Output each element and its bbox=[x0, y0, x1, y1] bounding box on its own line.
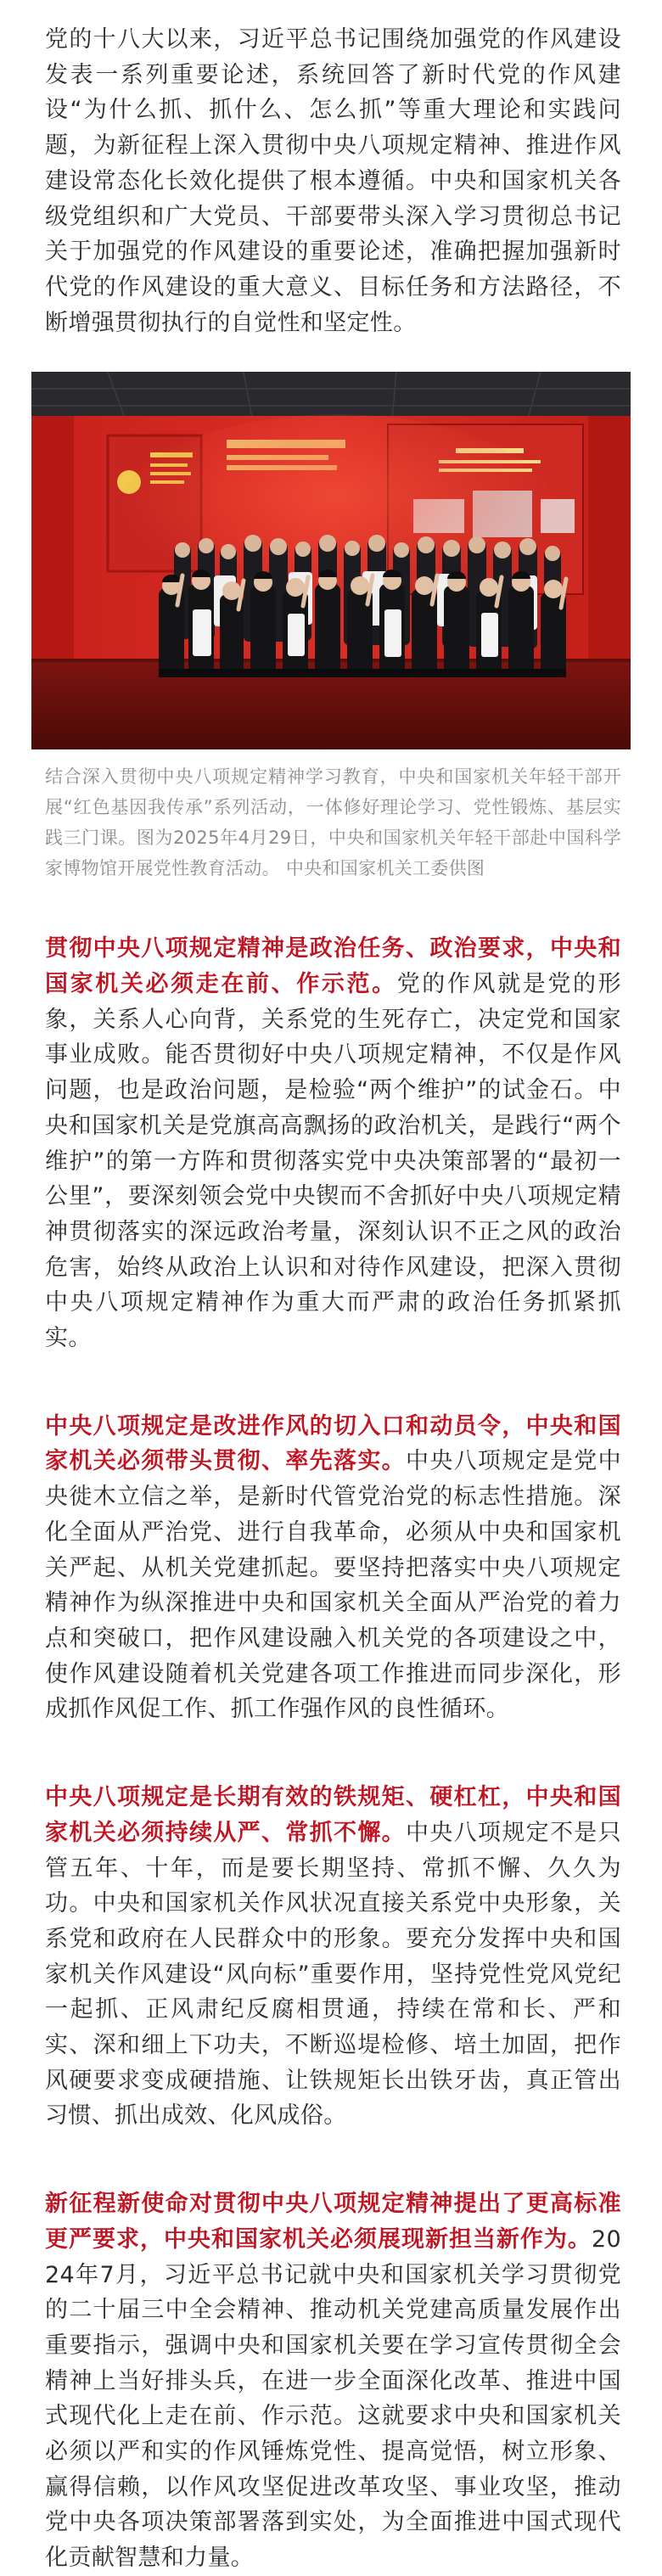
section-body: 党的作风就是党的形象，关系人心向背，关系党的生死存亡，决定党和国家事业成败。能否贯彻好中央八项规定精神，不仅是作风问题，也是政治问题，是检验“两个维护”的试金石。中央和国家机关是党旗高高飘扬的政治机关，是践行“两个维护”的第一方阵和贯彻落实党中央决策部署的“最初一公里”，要深刻领会党中央锲而不舍抓好中央八项规定精神贯彻落实的深远政治考量，深刻认识不正之风的政治危害，始终从政治上认识和对待作风建设，把深入贯彻中央八项规定精神作为重大而严肃的政治任务抓紧抓实。 bbox=[45, 971, 621, 1352]
exhibition-hall-image bbox=[31, 372, 631, 749]
section-paragraph bbox=[0, 2186, 662, 2576]
section-lead: 新征程新使命对贯彻中央八项规定精神提出了更高标准更严要求，中央和国家机关必须展现新担当新作为。 bbox=[45, 2191, 621, 2253]
photo-caption: 结合深入贯彻中央八项规定精神学习教育，中央和国家机关年轻干部开展“红色基因我传承”系列活动，一体修好理论学习、党性锻炼、基层实践三门课。图为2025年4月29日，中央和国家机关年轻干部赴中国科学家博物馆开展党性教育活动。 中央和国家机关工委供图 bbox=[45, 766, 621, 879]
section-body: 2024年7月，习近平总书记就中央和国家机关学习贯彻党的二十届三中全会精神、推动机关党建高质量发展作出重要指示，强调中央和国家机关要在学习宣传贯彻全会精神上当好排头兵，在进一步全面深化改革、推进中国式现代化上走在前、作示范。这就要求中央和国家机关必须以严和实的作风锤炼党性、提高觉悟，树立形象、赢得信赖，以作风攻坚促进改革攻坚、事业攻坚，推动党中央各项决策部署落到实处，为全面推进中国式现代化贡献智慧和力量。 bbox=[45, 2225, 621, 2572]
section-paragraph bbox=[0, 931, 662, 1355]
section-lead: 贯彻中央八项规定精神是政治任务、政治要求，中央和国家机关必须走在前、作示范。 bbox=[45, 935, 621, 998]
intro-paragraph: 党的十八大以来，习近平总书记围绕加强党的作风建设发表一系列重要论述，系统回答了新时代党的作风建设“为什么抓、抓什么、怎么抓”等重大理论和实践问题，为新征程上深入贯彻中央八项规定精神、推进作风建设常态化长效化提供了根本遵循。中央和国家机关各级党组织和广大党员、干部要带头深入学习贯彻总书记关于加强党的作风建设的重要论述，准确把握加强新时代党的作风建设的重大意义、目标任务和方法路径，不断增强贯彻执行的自觉性和坚定性。 bbox=[45, 26, 621, 336]
news-photo bbox=[31, 372, 631, 749]
section-lead: 中央八项规定是改进作风的切入口和动员令，中央和国家机关必须带头贯彻、率先落实。 bbox=[45, 1412, 621, 1475]
section-paragraph bbox=[0, 1780, 662, 2134]
section-paragraph bbox=[0, 1409, 662, 1727]
section-body: 中央八项规定不是只管五年、十年，而是要长期坚持、常抓不懈、久久为功。中央和国家机关作风状况直接关系党中央形象，关系党和政府在人民群众中的形象。要充分发挥中央和国家机关作风建设“风向标”重要作用，坚持党性党风党纪一起抓、正风肃纪反腐相贯通，持续在常和长、严和实、深和细上下功夫，不断巡堤检修、培土加固，把作风硬要求变成硬措施、让铁规矩长出铁牙齿，真正管出习惯、抓出成效、化风成俗。 bbox=[45, 1819, 621, 2130]
section-lead: 中央八项规定是长期有效的铁规矩、硬杠杠，中央和国家机关必须持续从严、常抓不懈。 bbox=[45, 1784, 621, 1846]
section-body: 中央八项规定是党中央徙木立信之举，是新时代管党治党的标志性措施。深化全面从严治党、进行自我革命，必须从中央和国家机关严起、从机关党建抓起。要坚持把落实中央八项规定精神作为纵深推进中央和国家机关全面从严治党的着力点和突破口，把作风建设融入机关党的各项建设之中，使作风建设随着机关党建各项工作推进而同步深化，形成抓作风促工作、抓工作强作风的良性循环。 bbox=[45, 1448, 621, 1723]
